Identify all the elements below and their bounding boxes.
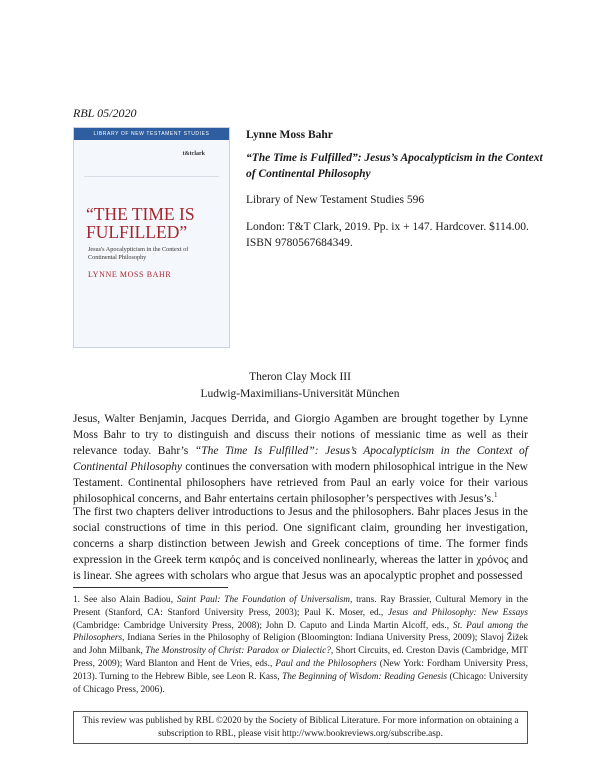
cover-divider: [84, 176, 219, 177]
p1-text-b: continues the conversation with modern philosophical intrigue in the New Testament. Continental philosophers have retrieved from Paul an early voice for their various philosophical concerns, and Bahr entertains certain philosopher’s perspectives with Jesus’s.: [73, 461, 528, 505]
fn-book-title: The Beginning of Wisdom: Reading Genesis: [282, 671, 448, 682]
fn-book-title: Paul and the Philosophers: [275, 658, 377, 669]
cover-publisher-mark: t&tclark: [182, 151, 205, 157]
fn-book-title: St. Paul among the Philosophers: [73, 620, 528, 644]
cover-author: LYNNE MOSS BAHR: [88, 270, 172, 279]
p1-text-a: Jesus, Walter Benjamin, Jacques Derrida, and Giorgio Agamben are brought together by Lynne Moss Bahr to try to distinguish and discuss their notions of messianic time as well as their relevance today. Bahr’s: [73, 413, 528, 457]
cover-title: “THE TIME IS FULFILLED”: [86, 204, 195, 242]
issue-label: RBL 05/2020: [73, 106, 137, 120]
book-title: “The Time is Fulfilled”: Jesus’s Apocalypticism in the Context of Continental Philosophy: [246, 152, 543, 180]
fn-text: 1. See also Alain Badiou,: [73, 595, 177, 605]
footer-line-2[interactable]: subscription to RBL, please visit http://www.bookreviews.org/subscribe.asp.: [158, 729, 443, 739]
fn-book-title: The Monstrosity of Christ: Paradox or Dialectic?: [145, 646, 331, 657]
fn-book-title: Jesus and Philosophy: New Essays: [388, 607, 528, 618]
book-author: Lynne Moss Bahr: [246, 129, 333, 141]
fn-book-title: Saint Paul: The Foundation of Universalism: [176, 595, 350, 605]
footnote-1: [73, 594, 528, 696]
fn-text: , trans. Ray Brassier, Cultural Memory in the Present (Stanford, CA: Stanford University Press, 2003); Paul K. Moser, ed.,: [73, 595, 528, 618]
fn-text: (Cambridge: Cambridge University Press, 2008); John D. Caputo and Linda Martin Alcoff, eds.,: [73, 620, 453, 631]
reviewer-name: Theron Clay Mock III: [249, 371, 351, 383]
body-paragraph-2: The first two chapters deliver introductions to Jesus and the philosophers. Bahr places Jesus in the social constructions of time in this period. One significant claim, grounding her investigation, concerns a sharp distinction between Jewish and Greek conceptions of time. The former finds expression in the Greek term καιρός and is conceived nonlinearly, whereas the latter in χρόνος and is linear. She agrees with scholars who argue that Jesus was an apocalyptic prophet and possessed: [73, 506, 528, 582]
cover-subtitle: Jesus's Apocalypticism in the Context of Continental Philosophy: [88, 246, 189, 261]
fn-text: , Indiana Series in the Philosophy of Religion (Bloomington: Indiana University Press, 2009); Slavoj Žižek and John Milbank,: [73, 633, 528, 657]
footer-line-1: This review was published by RBL ©2020 by the Society of Biblical Literature. For more information on obtaining a: [82, 716, 519, 726]
cover-series-band: LIBRARY OF NEW TESTAMENT STUDIES: [74, 128, 229, 140]
fn-text: (New York: Fordham University Press, 2013). Turning to the Hebrew Bible, see Leon R. Kass,: [73, 658, 528, 682]
reviewer-affiliation: Ludwig-Maximilians-Universität München: [200, 388, 400, 400]
p1-book-title: “The Time Is Fulfilled”: Jesus’s Apocalypticism in the Context of Continental Philosophy: [73, 445, 528, 473]
book-cover-image: [73, 127, 230, 348]
fn-text: (Chicago: University of Chicago Press, 2006).: [73, 671, 529, 695]
footer-notice-box: [73, 711, 528, 744]
book-publication-info: London: T&T Clark, 2019. Pp. ix + 147. Hardcover. $114.00. ISBN 9780567684349.: [246, 221, 529, 249]
body-paragraph-1: [73, 411, 528, 507]
footnote-ref-1[interactable]: 1: [494, 491, 498, 500]
footnote-divider: [73, 587, 228, 588]
fn-text: , Short Circuits, ed. Creston Davis (Cambridge, MIT Press, 2009); Ward Blanton and Hent de Vries, eds.,: [73, 646, 528, 669]
book-series: Library of New Testament Studies 596: [246, 194, 425, 206]
